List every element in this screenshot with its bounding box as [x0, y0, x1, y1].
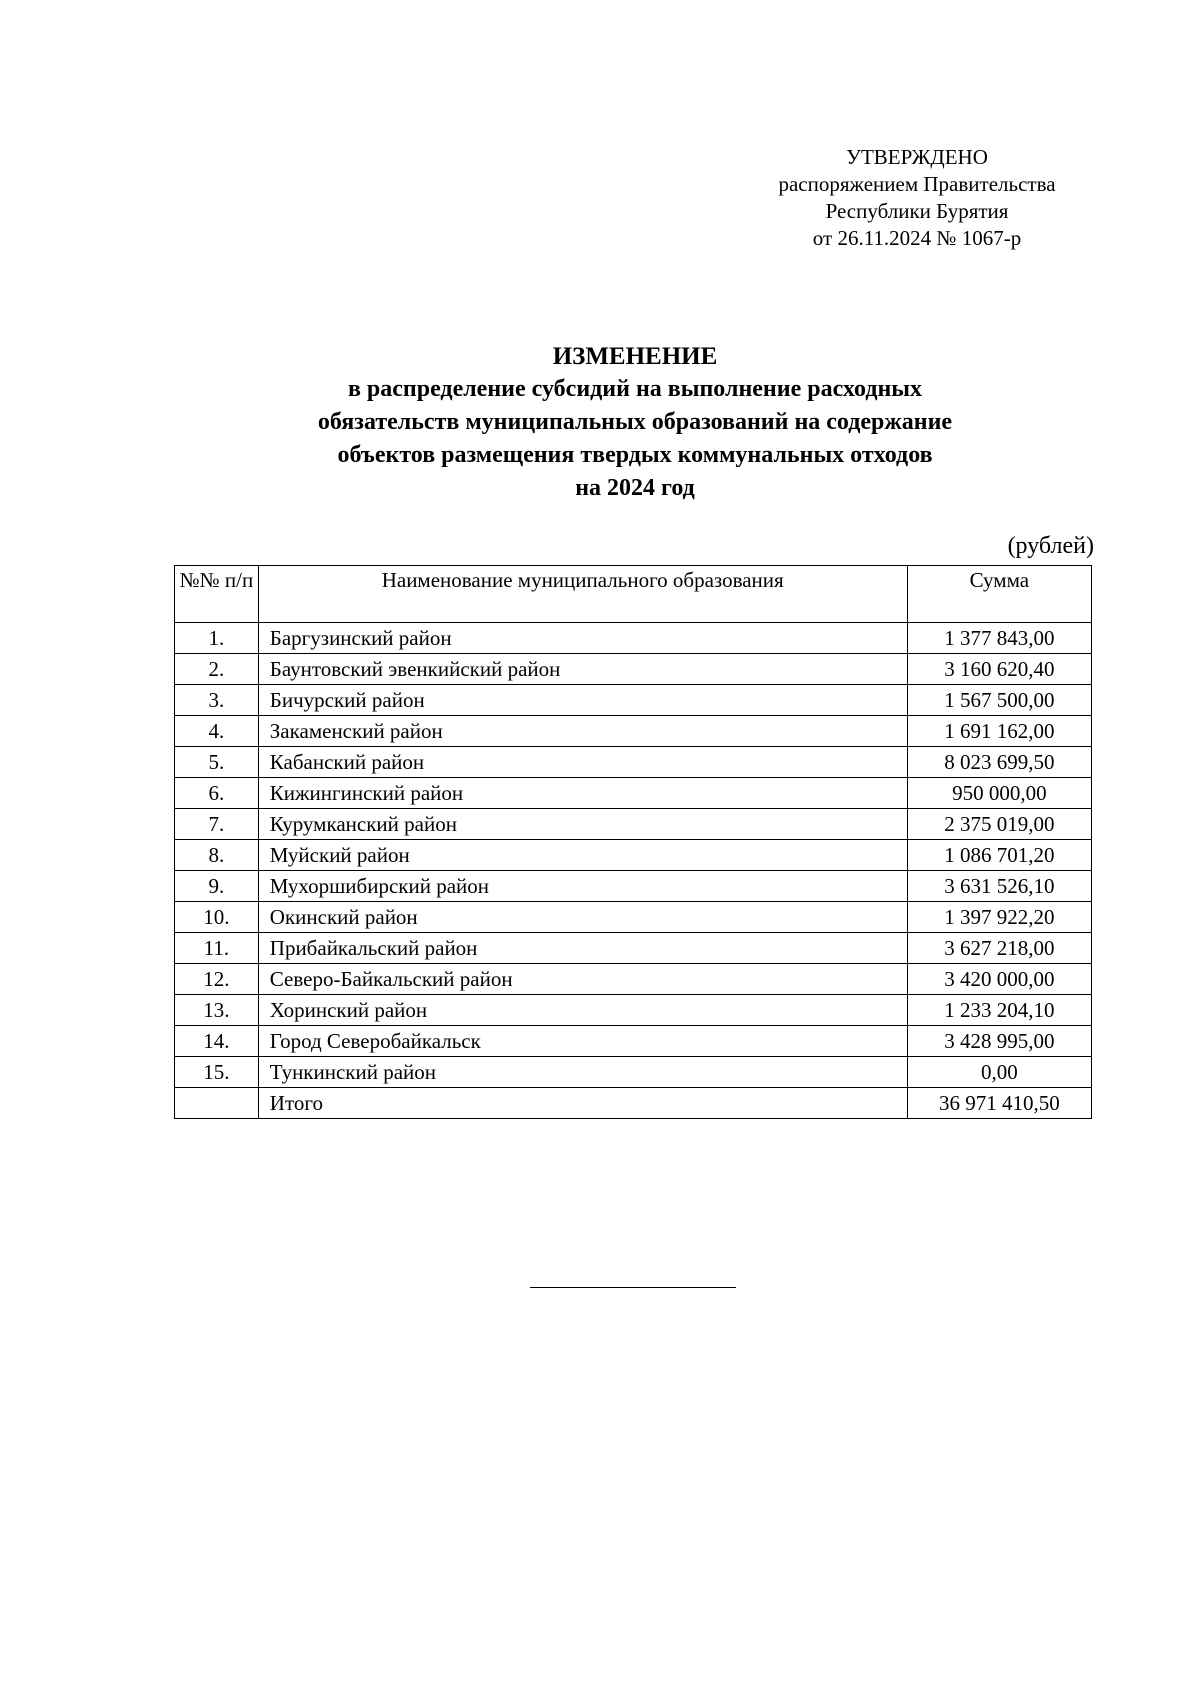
document-title [150, 340, 1120, 505]
table-row [175, 778, 1092, 809]
municipality-name: Мухоршибирский район [258, 871, 907, 902]
municipality-name: Бичурский район [258, 685, 907, 716]
document-heading: ИЗМЕНЕНИЕ [552, 343, 718, 370]
table-row [175, 654, 1092, 685]
municipality-name: Северо-Байкальский район [258, 964, 907, 995]
municipality-name: Кабанский район [258, 747, 907, 778]
subsidy-sum: 1 567 500,00 [907, 685, 1091, 716]
row-number: 9. [175, 871, 259, 902]
municipality-name: Курумканский район [258, 809, 907, 840]
row-number: 7. [175, 809, 259, 840]
subsidy-sum: 3 160 620,40 [907, 654, 1091, 685]
subsidy-sum: 3 631 526,10 [907, 871, 1091, 902]
header-number [175, 566, 259, 623]
municipality-name: Тункинский район [258, 1057, 907, 1088]
header-number-label: №№ п/п [179, 568, 254, 592]
row-number: 12. [175, 964, 259, 995]
header-sum: Сумма [907, 566, 1091, 623]
table-row [175, 623, 1092, 654]
approval-date-number: от 26.11.2024 № 1067-р [812, 226, 1022, 250]
table-row [175, 964, 1092, 995]
municipality-name: Итого [258, 1088, 907, 1119]
subsidy-sum: 8 023 699,50 [907, 747, 1091, 778]
subsidy-sum: 1 397 922,20 [907, 902, 1091, 933]
row-number: 1. [175, 623, 259, 654]
row-number: 13. [175, 995, 259, 1026]
approval-title: УТВЕРЖДЕНО [846, 145, 988, 169]
subsidy-sum: 2 375 019,00 [907, 809, 1091, 840]
table-row [175, 902, 1092, 933]
row-number: 5. [175, 747, 259, 778]
table-row [175, 809, 1092, 840]
table-row [175, 1026, 1092, 1057]
row-number: 3. [175, 685, 259, 716]
row-number: 11. [175, 933, 259, 964]
subsidy-sum: 950 000,00 [907, 778, 1091, 809]
subsidy-sum: 3 627 218,00 [907, 933, 1091, 964]
municipality-name: Муйский район [258, 840, 907, 871]
subsidy-sum: 3 420 000,00 [907, 964, 1091, 995]
subsidy-sum: 1 377 843,00 [907, 623, 1091, 654]
subsidy-sum: 0,00 [907, 1057, 1091, 1088]
table-row [175, 685, 1092, 716]
row-number: 15. [175, 1057, 259, 1088]
municipality-name: Баунтовский эвенкийский район [258, 654, 907, 685]
header-name: Наименование муниципального образования [258, 566, 907, 623]
table-row [175, 1057, 1092, 1088]
subsidies-table [174, 565, 1092, 1119]
table-header-row [175, 566, 1092, 623]
approval-region: Республики Бурятия [825, 199, 1009, 223]
approval-stamp [752, 144, 1082, 252]
row-number: 4. [175, 716, 259, 747]
table-row [175, 995, 1092, 1026]
row-number: 6. [175, 778, 259, 809]
closing-rule [530, 1287, 736, 1288]
subsidy-sum: 36 971 410,50 [907, 1088, 1091, 1119]
total-row [175, 1088, 1092, 1119]
row-number: 10. [175, 902, 259, 933]
subsidy-sum: 1 233 204,10 [907, 995, 1091, 1026]
document-subtitle-line-4: на 2024 год [575, 475, 695, 501]
row-number [175, 1088, 259, 1119]
table-row [175, 840, 1092, 871]
table-row [175, 747, 1092, 778]
row-number: 2. [175, 654, 259, 685]
units-label: (рублей) [1007, 533, 1094, 559]
table-row [175, 716, 1092, 747]
table-row [175, 871, 1092, 902]
row-number: 14. [175, 1026, 259, 1057]
municipality-name: Прибайкальский район [258, 933, 907, 964]
document-subtitle-line-1: в распределение субсидий на выполнение расходных [347, 376, 923, 402]
subsidy-sum: 1 691 162,00 [907, 716, 1091, 747]
approval-issuer: распоряжением Правительства [778, 172, 1056, 196]
municipality-name: Хоринский район [258, 995, 907, 1026]
municipality-name: Баргузинский район [258, 623, 907, 654]
subsidy-sum: 3 428 995,00 [907, 1026, 1091, 1057]
subsidy-sum: 1 086 701,20 [907, 840, 1091, 871]
document-subtitle-line-2: обязательств муниципальных образований на содержание [317, 409, 953, 435]
table-row [175, 933, 1092, 964]
municipality-name: Окинский район [258, 902, 907, 933]
municipality-name: Закаменский район [258, 716, 907, 747]
row-number: 8. [175, 840, 259, 871]
municipality-name: Город Северобайкальск [258, 1026, 907, 1057]
document-subtitle-line-3: объектов размещения твердых коммунальных отходов [337, 442, 933, 468]
municipality-name: Кижингинский район [258, 778, 907, 809]
